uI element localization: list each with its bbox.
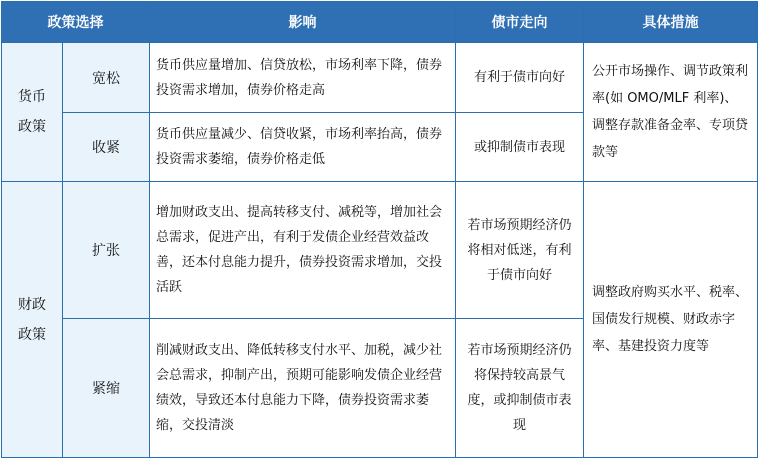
impact-loose: 货币供应量增加、信贷放松，市场利率下降，债券投资需求增加，债券价格走高 [150,43,456,113]
choice-tight: 收紧 [63,113,150,182]
policy-type-monetary [2,43,63,182]
trend-expand: 若市场预期经济仍将相对低迷，有利于债市向好 [456,182,584,319]
policy-table [1,1,758,458]
choice-contract: 紧缩 [63,319,150,458]
header-bond-trend: 债市走向 [456,2,584,43]
policy-type-label: 货币 [18,89,46,105]
impact-expand: 增加财政支出、提高转移支付、减税等，增加社会总需求，促进产出，有利于发债企业经营效益改善，还本付息能力提升，债券投资需求增加，交投活跃 [150,182,456,319]
policy-type-label: 政策 [18,326,46,343]
policy-type-label: 政策 [18,119,46,135]
policy-type-label: 财政 [18,296,46,313]
trend-loose: 有利于债市向好 [456,43,584,113]
impact-contract: 削减财政支出、降低转移支付水平、加税，减少社会总需求，抑制产出，预期可能影响发债企业经营绩效，导致还本付息能力下降，债券投资需求萎缩，交投清淡 [150,319,456,458]
header-impact: 影响 [150,2,456,43]
choice-loose: 宽松 [63,43,150,113]
trend-tight: 或抑制债市表现 [456,113,584,182]
table-row [2,43,758,113]
impact-tight: 货币供应量减少、信贷收紧，市场利率抬高，债券投资需求萎缩，债券价格走低 [150,113,456,182]
choice-expand: 扩张 [63,182,150,319]
table-header-row [2,2,758,43]
policy-type-fiscal [2,182,63,458]
measures-monetary: 公开市场操作、调节政策利率(如 OMO/MLF 利率)、调整存款准备金率、专项贷款等 [584,43,758,182]
trend-contract: 若市场预期经济仍将保持较高景气度，或抑制债市表现 [456,319,584,458]
header-policy-choice: 政策选择 [2,2,150,43]
table-row [2,182,758,319]
measures-fiscal: 调整政府购买水平、税率、国债发行规模、财政赤字率、基建投资力度等 [584,182,758,458]
header-measures: 具体措施 [584,2,758,43]
